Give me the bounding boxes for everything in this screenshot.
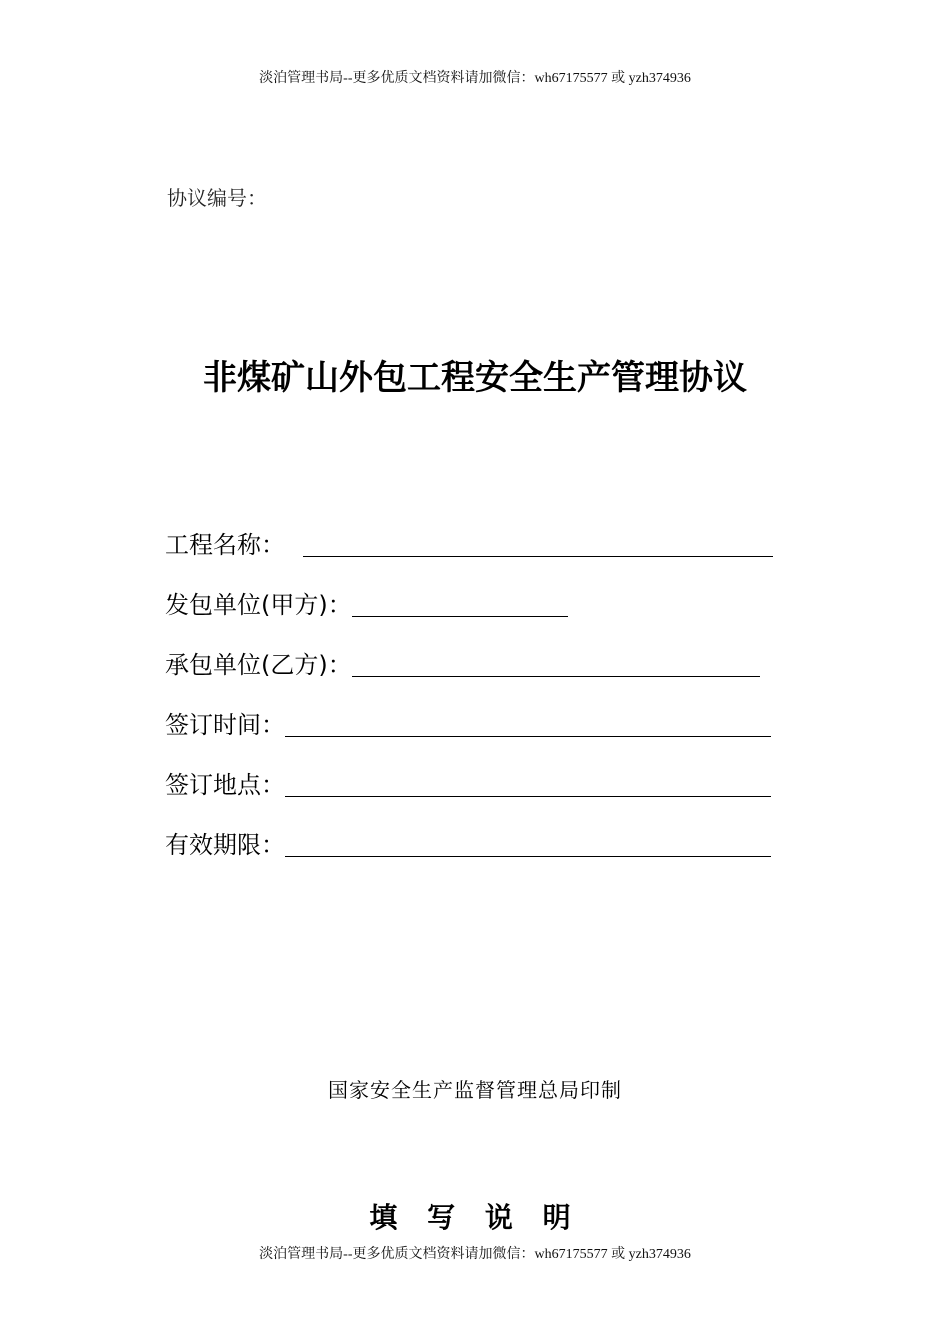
field-row-contractor bbox=[165, 648, 785, 708]
header-note: 淡泊管理书局--更多优质文档资料请加微信：wh67175577 或 yzh374936 bbox=[259, 71, 691, 86]
field-label-project-name: 工程名称： bbox=[165, 531, 285, 559]
field-blank-validity-period[interactable] bbox=[285, 828, 771, 857]
publisher-line: 国家安全生产监督管理总局印制 bbox=[328, 1078, 622, 1102]
field-label-signing-date: 签订时间： bbox=[165, 711, 285, 739]
field-label-validity-period: 有效期限： bbox=[165, 831, 285, 859]
field-row-project-name bbox=[165, 528, 785, 588]
document-title: 非煤矿山外包工程安全生产管理协议 bbox=[203, 358, 747, 398]
field-blank-signing-date[interactable] bbox=[285, 708, 771, 737]
field-label-contractor: 承包单位(乙方)： bbox=[165, 651, 352, 679]
field-label-employer: 发包单位(甲方)： bbox=[165, 591, 352, 619]
field-blank-employer[interactable] bbox=[352, 588, 568, 617]
field-label-signing-place: 签订地点： bbox=[165, 771, 285, 799]
agreement-number-label: 协议编号： bbox=[167, 186, 267, 210]
footer-note: 淡泊管理书局--更多优质文档资料请加微信：wh67175577 或 yzh374936 bbox=[259, 1247, 691, 1262]
field-row-signing-place bbox=[165, 768, 785, 828]
field-row-validity-period bbox=[165, 828, 785, 888]
form-fields bbox=[165, 528, 785, 888]
field-row-employer bbox=[165, 588, 785, 648]
fill-instructions-heading: 填 写 说 明 bbox=[369, 1201, 581, 1234]
field-blank-project-name[interactable] bbox=[303, 528, 773, 557]
field-blank-signing-place[interactable] bbox=[285, 768, 771, 797]
field-blank-contractor[interactable] bbox=[352, 648, 760, 677]
field-row-signing-date bbox=[165, 708, 785, 768]
